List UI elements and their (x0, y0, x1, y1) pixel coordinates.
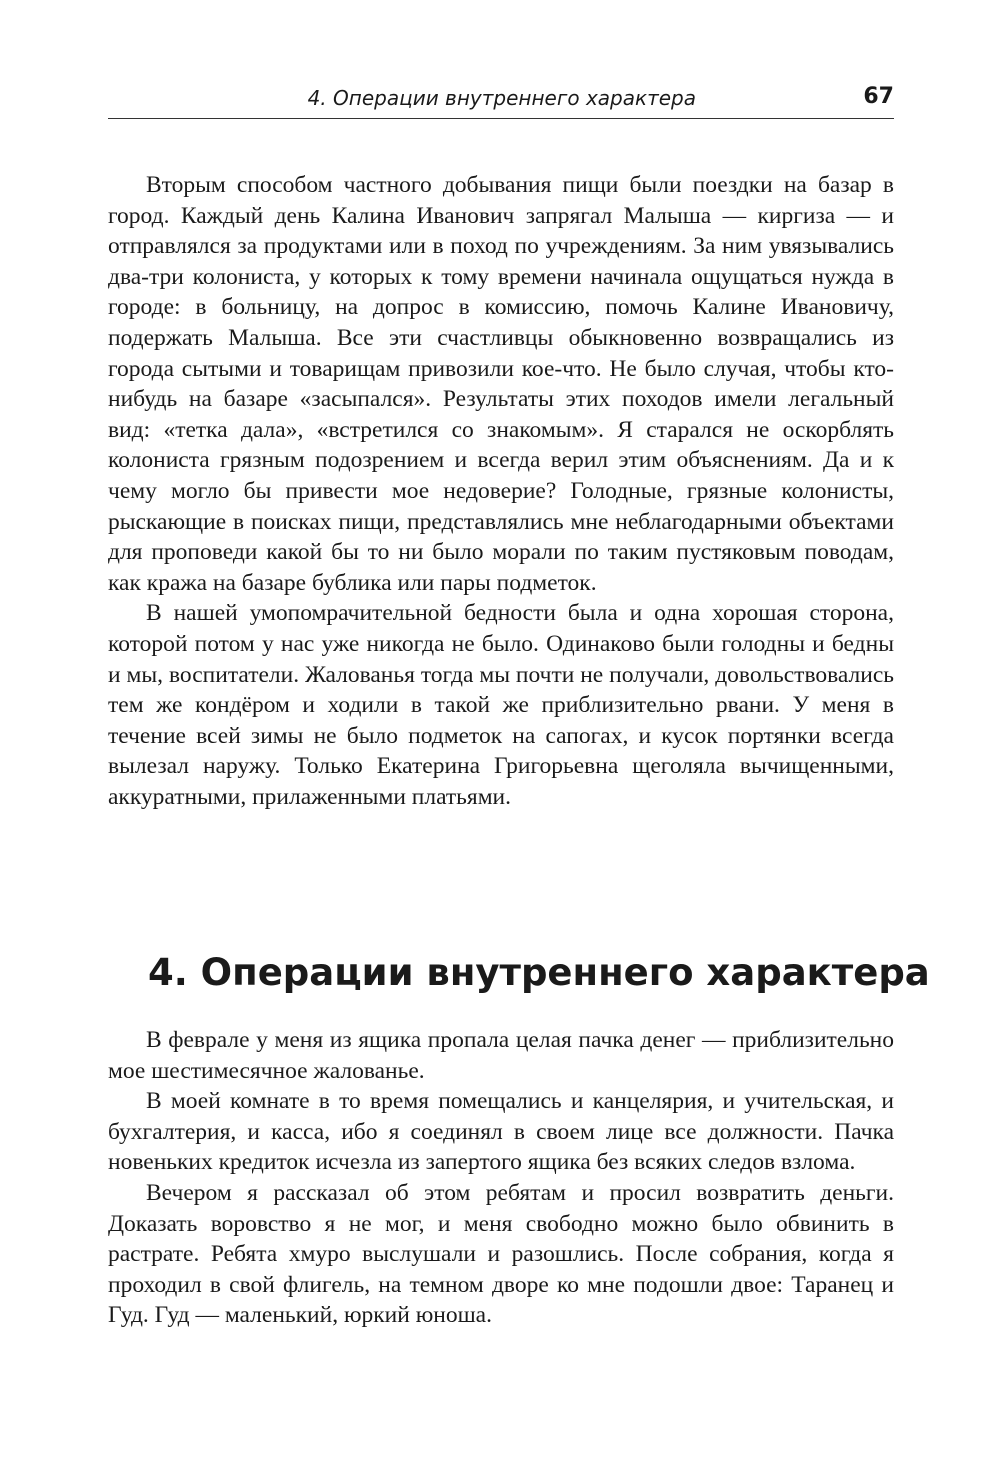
book-page (108, 0, 930, 1469)
page-number: 67 (863, 84, 894, 109)
paragraph: В нашей умопомрачительной бедности была и одна хорошая сторона, которой потом у нас уже никогда не было. Одинаково были голодны и бедны и мы, воспитатели. Жалованья тогда мы почти не получали, довольствовались тем же кондёром и ходили в такой же приблизительно рвани. У меня в течение всей зимы не было подметок на сапогах, и кусок портянки всегда вылезал наружу. Только Екатерина Григорьевна щеголяла вычищенными, аккуратными, прилаженными платьями. (108, 600, 894, 810)
paragraph: В моей комнате в то время помещались и канцелярия, и учительская, и бухгалтерия, и касса, ибо я соединял в своем лице все должности. Пачка новеньких кредиток исчезла из запертого ящика без всяких следов взлома. (108, 1088, 894, 1176)
body-text-section (108, 1025, 894, 1331)
running-title: 4. Операции внутреннего характера (307, 86, 696, 110)
section-heading: 4. Операции внутреннего характера (148, 951, 930, 994)
paragraph: Вечером я рассказал об этом ребятам и просил возвратить деньги. Доказать воровство я не мог, и меня свободно можно было обвинить в растрате. Ребята хмуро выслушали и разошлись. После собрания, когда я проходил в свой флигель, на темном дворе ко мне подошли двое: Таранец и Гуд. Гуд — маленький, юркий юноша. (108, 1179, 894, 1329)
body-text-top (108, 170, 894, 812)
paragraph: В феврале у меня из ящика пропала целая пачка денег — приблизительно мое шестимесячное жалованье. (108, 1027, 894, 1084)
running-header (108, 82, 894, 119)
paragraph: Вторым способом частного добывания пищи были поездки на базар в город. Каждый день Калина Иванович запрягал Малыша — киргиза — и отправлялся за продуктами или в поход по учреждениям. За ним увязывались два-три колониста, у которых к тому времени начинала ощущаться нужда в городе: в больницу, на допрос в комиссию, помочь Калине Ивановичу, подержать Малыша. Все эти счастливцы обыкновенно возвращались из города сытыми и товарищам привозили кое-что. Не было случая, чтобы кто-нибудь на базаре «засыпался». Результаты этих походов имели легальный вид: «тетка дала», «встретился со знакомым». Я старался не оскорблять колониста грязным подозрением и всегда верил этим объяснениям. Да и к чему могло бы привести мое недоверие? Голодные, грязные колонисты, рыскающие в поисках пищи, представлялись мне неблагодарными объектами для проповеди какой бы то ни было морали по таким пустяковым поводам, как кража на базаре бублика или пары подметок. (108, 172, 894, 596)
